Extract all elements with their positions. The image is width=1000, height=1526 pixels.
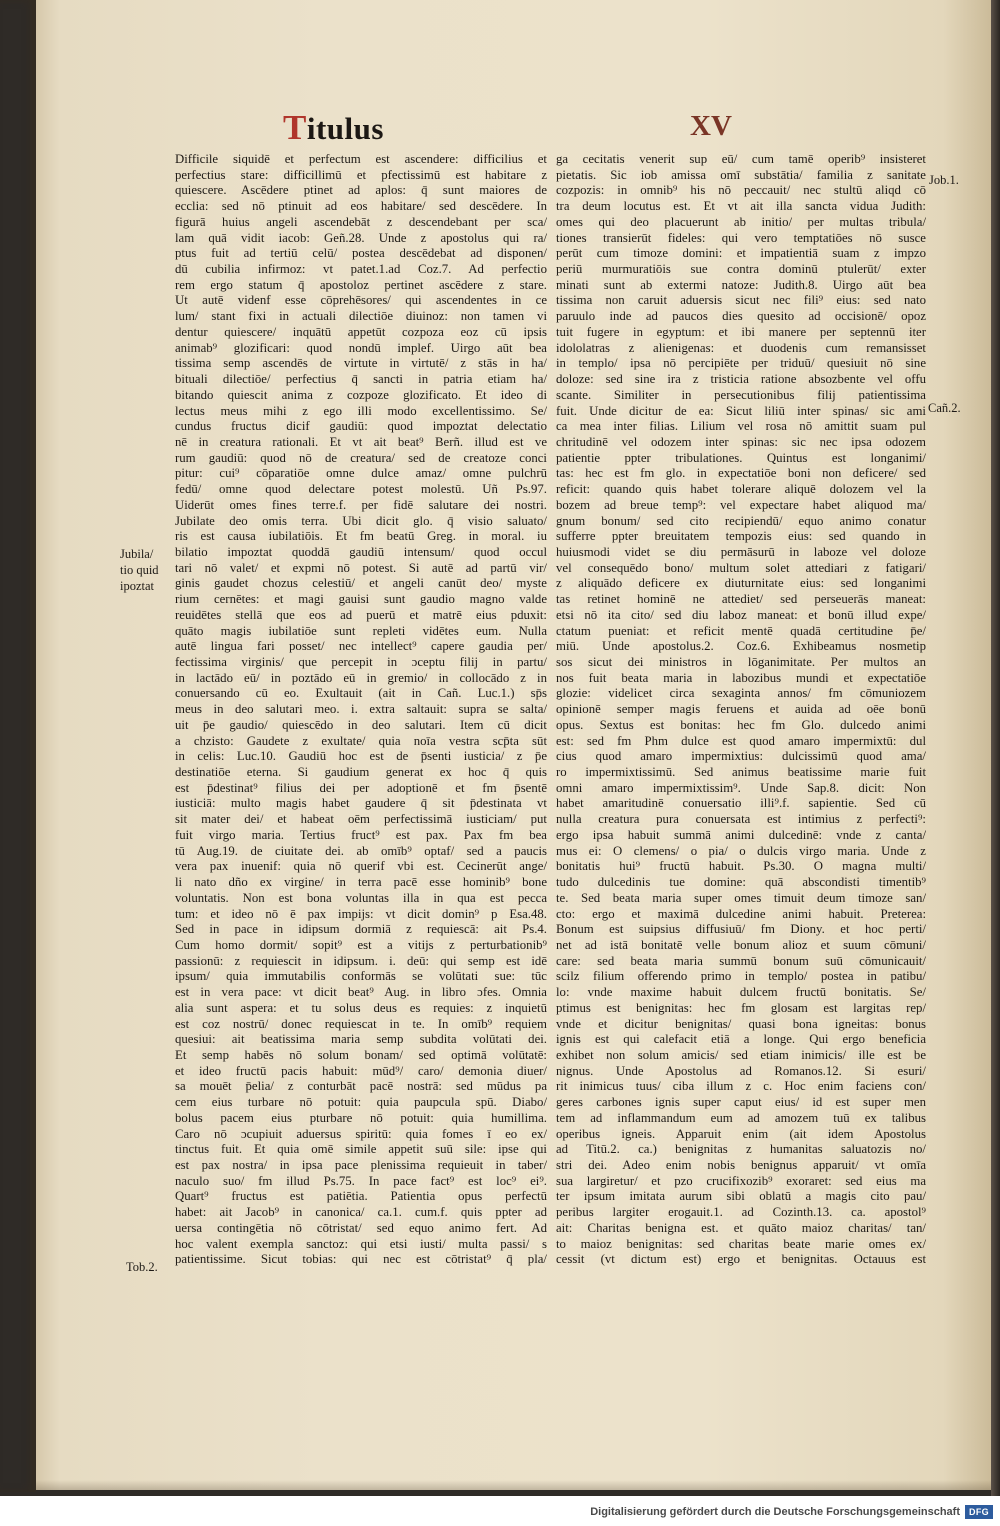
text-line: quiescere. Ascēdere ptinet ad aplos: q̄ sunt maiores de (175, 183, 547, 198)
text-line: sua largiretur/ et pzo crucifixozib⁹ exoraret: sed eius ma (556, 1173, 926, 1188)
text-line: z aliquādo deficere ex diuturnitate eius: sed longanimi (556, 576, 926, 591)
text-line: periū murmuratiōis sue contra dominū ptulerūt/ exter (556, 262, 926, 277)
text-line: in templo/ ipsa nō percipiēte per triduū/ quesiuit nō sine (556, 356, 926, 371)
text-line: patientie ppter tribulationes. Quintus est longanimi/ (556, 450, 926, 465)
text-line: cundus fructus dicif gaudiū: quod impoztat delectatio (175, 419, 547, 434)
text-line: net ad istā bonitatē velle bonum alioz et suum cōmuni/ (556, 937, 926, 952)
text-line: doloze: sed sine ira z tristicia ratione absozbente vel offu (556, 372, 926, 387)
text-line: tū Aug.19. de ciuitate dei. ab omīb⁹ optaf/ sed a paucis (175, 843, 547, 858)
text-line: habet: ait Jacob⁹ in canonica/ ca.1. cum.f. quis ppter ad (175, 1205, 547, 1220)
text-line: fectissima virginis/ que percepit in ɔceptu filij in partu/ (175, 655, 547, 669)
text-line: animab⁹ glozificari: quod nondū implef. Uirgo aūt bea (175, 340, 547, 355)
text-line: ptimus est benignitas: hec fm glosam est largitas rep/ (556, 1000, 926, 1015)
text-line: sufferre ppter breuitatem tempozis eius: sed quando in (556, 529, 926, 544)
text-line: in lactādo eū/ in poztādo eū in gremio/ in collocādo z in (175, 670, 547, 685)
text-line: est: sed fm Phm dulce est quod amaro impermixtū: dul (556, 733, 926, 748)
text-line: glozie: videlicet circa sexaginta annos/ fm cōmuniozem (556, 686, 926, 701)
text-line: tari nō valet/ et expmi nō potest. Si autē ad partū vir/ (175, 560, 547, 575)
digitization-credit: Digitalisierung gefördert durch die Deutsche Forschungsgemeinschaft (590, 1506, 960, 1518)
left-text-column (175, 152, 547, 1268)
text-line: in celis: Luc.10. Gaudiū hoc est de p̄senti iusticia/ z p̄e (175, 749, 547, 764)
text-line: hoc valent exempla sanctoz: qui etsi iusti/ multa passi/ s (175, 1236, 547, 1251)
text-line: nignus. Unde Apostolus ad Romanos.12. Si esuri/ (556, 1063, 926, 1078)
text-line: Bonum est suipsius diffusiuū/ fm Diony. et hoc perti/ (556, 922, 926, 937)
text-line: tissima semp ascendēs de virtute in virtutē/ z stās in ha/ (175, 356, 547, 371)
text-line: lo: vnde maxime habuit dulcem fructū bonitatis. Se/ (556, 985, 926, 1000)
text-line: pitur: cui⁹ cōparatiōe omne dulce amaz/ omne pulchrū (175, 466, 547, 481)
text-line: est p̄destinat⁹ filius dei per adoptionē et fm p̄sentē (175, 780, 547, 795)
text-line: Jubilate deo omis terra. Ubi dicit glo. q̄ visio saluato/ (175, 513, 547, 528)
text-line: ris est causa iubilatiōis. Et fm beatū Greg. in moral. iu (175, 529, 547, 544)
text-line: voluntatis. Non est bona voluntas illa in qua est pecca (175, 890, 547, 905)
text-line: alia sunt aspera: et tu solus deus es requies: z inquietū (175, 1000, 547, 1015)
dfg-logo: DFG (965, 1505, 993, 1519)
text-line: perfectius stare: difficillimū et pfectissimū est habitare z (175, 167, 547, 182)
text-line: fuit virgo maria. Tertius fruct⁹ est pax. Pax fm bea (175, 827, 547, 842)
text-line: te. Sed beata maria super omes timuit deum timoze san/ (556, 890, 926, 905)
text-line: Et semp habēs nō solum bonam/ sed optimā volūtatē: (175, 1047, 547, 1062)
margin-note-line: ipoztat (120, 579, 155, 593)
text-line: vnde et dicitur benignitas/ quasi bona igneitas: bonus (556, 1016, 926, 1031)
text-line: destinatiōe eterna. Si gaudium generat ex hoc q̄ quis (175, 765, 547, 780)
text-line: meus in deo salutari meo. i. extra saltauit: supra se salta/ (175, 702, 547, 717)
text-line: tudo dulcedinis tue domine: quā abscondisti timentib⁹ (556, 875, 926, 890)
text-line: tissima non caruit aduersis sicut nec fili⁹ eius: sed nato (556, 293, 926, 308)
margin-note-line: tio quid (120, 563, 159, 577)
text-line: li nato dño ex virgine/ in terra pacē esse hominib⁹ bone (175, 875, 547, 890)
text-line: cem eius turbare nō potuit: quia paupcula spū. Diabo/ (175, 1095, 547, 1110)
text-line: peribus largiter erogauit.1. ad Cozinth.13. ca. apostol⁹ (556, 1205, 926, 1220)
text-line: bitando quiescit anima z cozpoze glozificato. Et ideo di (175, 387, 547, 402)
text-line: figurā huius angeli ascendebāt z descendebant per sca/ (175, 214, 547, 229)
text-line: mus ei: O clemens/ o pia/ o dulcis virgo maria. Unde z (556, 843, 926, 858)
text-line: tinctus fuit. Et quia omē simile appetit suū sile: ipse qui (175, 1142, 547, 1157)
margin-note-job: Job.1. (929, 173, 959, 187)
running-title (283, 108, 384, 148)
right-text-column (556, 152, 926, 1268)
text-line: ter ipsum imitata aurum sibi oblatū a magis cito pau/ (556, 1189, 926, 1204)
text-line: rem ergo statum q̄ apostoloz pertinet ascēdere z stare. (175, 277, 547, 292)
text-line: care: sed beata maria summū bonum suū cōmunicauit/ (556, 953, 926, 968)
text-line: ipsum/ quia immutabilis conformās se volūtati sue: tūc (175, 969, 547, 984)
text-line: ergo ipsa habuit summā animi dulcedinē: vnde z canta/ (556, 827, 926, 842)
running-title-rest: itulus (306, 111, 384, 146)
text-line: rit inimicus tuus/ ciba illum z c. Hoc enim faciens con/ (556, 1079, 926, 1094)
text-line: omes qui deo placuerunt ab initio/ per multas tribula/ (556, 214, 926, 229)
text-line: Difficile siquidē et perfectum est ascendere: difficilius et (175, 152, 547, 166)
text-line: ga cecitatis venerit sup eū/ cum tamē operib⁹ insisteret (556, 152, 926, 166)
text-line: reficit: quando quis habet tolerare aliquē dolozem vel la (556, 482, 926, 497)
text-line: cius quod amaro impermixtius: dulcissimū quod ama/ (556, 749, 926, 764)
text-line: lectus meus mihi z ego illi modo excellentissimo. Se/ (175, 403, 547, 418)
text-line: uersa contingētia nō cōtristat/ sed equo animo fert. Ad (175, 1220, 547, 1235)
text-line: Sed in pace in idipsum dormiā z requiescā: ait Ps.4. (175, 922, 547, 937)
text-line: passionū: z requiescit in idipsum. i. deū: qui semp est idē (175, 953, 547, 968)
text-line: bozem ad breue temp⁹: vel expectare habet aliquod ma/ (556, 497, 926, 512)
text-line: bituali dilectiōe/ perfectius q̄ sancti in patria etiam ha/ (175, 372, 547, 387)
text-line: nulla creatura pura conuersata est intimius z perfecti⁹: (556, 812, 926, 827)
text-line: idololatras z alienigenas: et duodenis cum remansisset (556, 340, 926, 355)
text-line: sit mater dei/ et habeat oēm perfectissimā iusticiam/ put (175, 812, 547, 827)
text-line: cessit (vt dictum est) ergo et benignitas. Octauus est (556, 1252, 926, 1267)
text-line: et ideo fructū pacis habuit: mūd⁹/ caro/ demonia diuer/ (175, 1063, 547, 1078)
text-line: Cum homo dormit/ sopit⁹ est a vitijs z perturbationib⁹ (175, 937, 547, 952)
text-line: scilz filium offerendo primo in templo/ postea in patibu/ (556, 969, 926, 984)
text-line: huiusmodi videt se diu permāsurū in laboze vel doloze (556, 544, 926, 559)
text-line: nē in creatura rationali. Et vt ait beat⁹ Berñ. illud est ve (175, 434, 547, 449)
text-line: gnum bonum/ sed cito recipiendū/ equo animo conatur (556, 513, 926, 528)
text-line: stri dei. Adeo enim nobis benignus apparuit/ vt omīa (556, 1158, 926, 1172)
margin-note-tob: Tob.2. (126, 1260, 158, 1274)
rubricated-initial: T (283, 108, 307, 147)
text-line: naculo suo/ fm illud Ps.75. In pace fact⁹ est loc⁹ ei⁹. (175, 1173, 547, 1188)
text-line: chritudinē vel odozem inter spinas: sic nec ipsa odozem (556, 434, 926, 449)
text-line: tas retinet hominē ne attediet/ sed perseuerās maneat: (556, 592, 926, 607)
text-line: paruulo inde ad paucos dies quesito ad occisionē/ opoz (556, 309, 926, 324)
text-line: omni amaro impermixtissim⁹. Unde Sap.8. dicit: Non (556, 780, 926, 795)
text-line: exhibet non solum amicis/ sed etiam inimicis/ ille est be (556, 1047, 926, 1062)
text-line: ginis gaudet chozus celestiū/ et angeli canūt deo/ myste (175, 576, 547, 591)
text-line: etsi nō ita cito/ sed diu laboz maneat: et bonū illud expe/ (556, 607, 926, 622)
text-line: fuit. Unde dicitur de ea: Sicut liliū inter spinas/ sic ami (556, 403, 926, 418)
text-line: bilatio impoztat quoddā gaudiū intensum/ quod occul (175, 544, 547, 559)
text-line: tuit fugere in egyptum: et ibi manere per septennū iter (556, 324, 926, 339)
text-line: geres carbones ignis super caput eius/ id est super men (556, 1095, 926, 1110)
text-line: tra deum locutus est. Et vt ait illa sancta vidua Judith: (556, 199, 926, 214)
text-line: autē lingua fari posset/ nec intellect⁹ capere gaudia per/ (175, 639, 547, 654)
text-line: nos fuit beata maria in labozibus mundi et expectatiōe (556, 670, 926, 685)
text-line: lam quā vidit iacob: Geñ.28. Unde z apostolus qui ra/ (175, 230, 547, 245)
text-line: tiones transierūt fideles: qui vero temptatiōes nō susce (556, 230, 926, 245)
text-line: sos sicut dei ministros in lōganimitate. Per multos an (556, 655, 926, 669)
text-line: reuidētes stellā que eos ad puerū et matrē eius pduxit: (175, 607, 547, 622)
text-line: rium cernētes: et magi gauisi sunt gaudio magno valde (175, 592, 547, 607)
text-line: patientissime. Sicut tobias: qui nec est cōtristat⁹ q̄ pla/ (175, 1252, 547, 1267)
text-line: ignis est qui calefacit etiā a longe. Qui ergo beneficia (556, 1032, 926, 1047)
text-line: ca mea inter filias. Lilium vel rosa nō amittit suam pul (556, 419, 926, 434)
book-gutter (991, 0, 1000, 1496)
book-page-edges (0, 0, 36, 1492)
text-line: bonitatis hui⁹ fructū habuit. Ps.30. O magna multi/ (556, 859, 926, 874)
text-line: dū cubilia infirmoz: vt patet.1.ad Coz.7. Ad perfectio (175, 262, 547, 277)
text-line: vel consequēdo bono/ multum solet attediari z fatigari/ (556, 560, 926, 575)
text-line: tem ad inflammandum eum ad amozem tuū ex talibus (556, 1110, 926, 1125)
text-line: a chzisto: Gaudete z exultate/ quia noīa vestra scp̄ta sūt (175, 733, 547, 748)
text-line: uit p̄e gaudio/ quiescēdo in deo salutari. Item cū dicit (175, 717, 547, 732)
folio-number: XV (690, 110, 732, 142)
text-line: tas: hec est fm glo. in expectatiōe boni non deficere/ sed (556, 466, 926, 481)
text-line: Uiderūt omes fines terre.f. per fidē salutare dei nostri. (175, 497, 547, 512)
text-line: lum/ stant fixi in actuali dilectiōe diuinoz: non tamen vi (175, 309, 547, 324)
margin-note-cant: Cañ.2. (928, 401, 961, 415)
text-line: cozpozis: in omnib⁹ his nō peccauit/ nec stultū aliqd cō (556, 183, 926, 198)
text-line: perūt cum timoze domini: et impatientiā suam z impzo (556, 246, 926, 261)
text-line: tum: et ideo nō ē pax impijs: vt dicit domin⁹ p Esa.48. (175, 906, 547, 921)
text-line: minati sunt ab extermi natoze: Judith.8. Uirgo aūt bea (556, 277, 926, 292)
text-line: ctatum pueniat: et reficit mentē quadā certitudine p̄e/ (556, 623, 926, 638)
text-line: scante. Similiter in persecutionibus filij patientissima (556, 387, 926, 402)
text-line: quesiui: ait beatissima maria semp subdita volūtati dei. (175, 1032, 547, 1047)
text-line: conuersando cū eo. Exultauit (ait in Cañ. Luc.1.) sp̄s (175, 686, 547, 701)
text-line: habet amaritudinē conuersatio illi⁹.f. sapientie. Sed cū (556, 796, 926, 811)
text-line: est in vera pace: vt dicit beat⁹ Aug. in libro ɔfes. Omnia (175, 985, 547, 1000)
text-line: ad Titū.2. ca.) benignitas z humanitas saluatozis no/ (556, 1142, 926, 1157)
text-line: est coz nostrū/ donec requiescat in te. In omīb⁹ requiem (175, 1016, 547, 1031)
text-line: Quart⁹ fructus est patiētia. Patientia opus perfectū (175, 1189, 547, 1204)
text-line: pietatis. Sic iob amissa omī substātia/ familia z sanitate (556, 167, 926, 182)
margin-note-jubilatio (120, 546, 159, 594)
text-line: opus. Sextus est bonitas: hec fm Glo. dulcedo animi (556, 717, 926, 732)
text-line: opinionē semper magis feruens et auida ad oēe bonū (556, 702, 926, 717)
text-line: est pax nostra/ in ipsa pace plenissima requieuit in taber/ (175, 1158, 547, 1172)
text-line: ecclia: sed nō ptinuit ad eos habitare/ sed descēdere. In (175, 199, 547, 214)
text-line: to maioz benignitas: sed charitas beate marie omes ex/ (556, 1236, 926, 1251)
text-line: dentur quiescere/ inquātū appetūt cozpoza eoz cū ipsis (175, 324, 547, 339)
text-line: vera pax inuenif: quia nō querif vbi est. Cecinerūt ange/ (175, 859, 547, 874)
text-line: sa mouēt p̄elia/ z conturbāt pacē nostrā: sed mūdus pa (175, 1079, 547, 1094)
text-line: miū. Unde apostolus.2. Coz.6. Exhibeamus nosmetip (556, 639, 926, 654)
text-line: rum gaudiū: quod nō de creatura/ sed de creatoze conci (175, 450, 547, 465)
text-line: ro impermixtissimū. Sed animus beatissime marie fuit (556, 765, 926, 780)
text-line: ptus fuit ad tertiū celū/ postea descēdebat ad disponen/ (175, 246, 547, 261)
margin-note-line: Jubila/ (120, 547, 154, 561)
text-line: iusticiā: multo magis habet gaudere q̄ sit p̄destinata vt (175, 796, 547, 811)
text-line: quāto magis iubilatiōe sunt repleti vidētes eum. Nulla (175, 623, 547, 638)
text-line: ait: Charitas benigna est. et quāto maioz charitas/ tan/ (556, 1220, 926, 1235)
text-line: fedū/ omne quod delectare potest molestū. Uñ Ps.97. (175, 482, 547, 497)
text-line: Caro nō ɔcupiuit aduersus spiritū: quia fomes ī eo ex/ (175, 1126, 547, 1141)
text-line: cto: ergo et maximā dulcedine animi habuit. Preterea: (556, 906, 926, 921)
text-line: Ut autē videnf esse cōprehēsores/ qui ascendentes in ce (175, 293, 547, 308)
text-line: operibus igneis. Apparuit enim (ait idem Apostolus (556, 1126, 926, 1141)
text-line: bolus pacem eius pturbare nō potuit: quia humillima. (175, 1110, 547, 1125)
